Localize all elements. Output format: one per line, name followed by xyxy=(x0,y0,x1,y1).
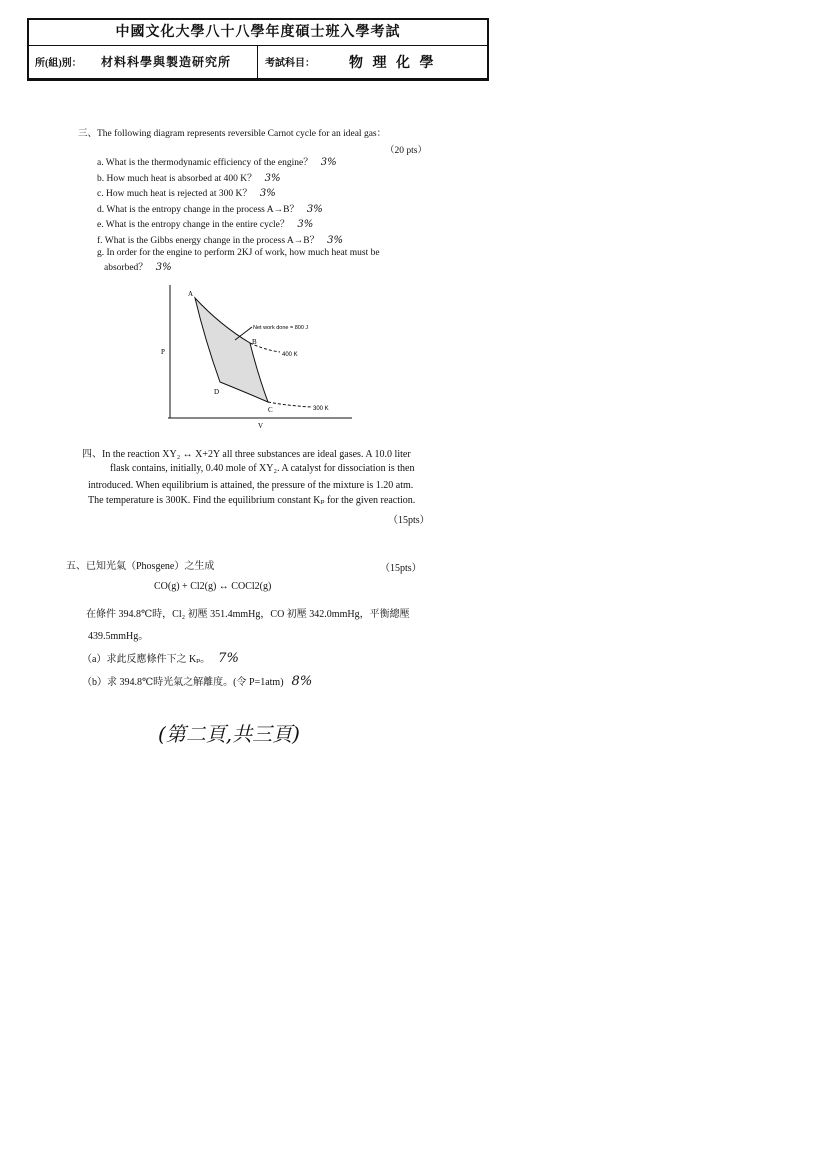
q3-item-g-cont: absorbed？ 3% xyxy=(104,262,172,273)
temp-hot-label: 400 K xyxy=(282,352,298,358)
point-c: C xyxy=(268,406,273,414)
net-work-label: Net work done = 800 J xyxy=(253,325,309,331)
handwritten-mark: 3% xyxy=(320,157,337,168)
q3-item: d. What is the entropy change in the process A→B？ 3% xyxy=(97,203,323,215)
handwritten-mark: 7% xyxy=(218,651,239,666)
q5-equation: CO(g) + Cl2(g) ↔ COCl2(g) xyxy=(154,581,272,592)
p-label: P xyxy=(161,348,165,356)
point-b: B xyxy=(252,338,257,346)
q4-line-1: 四、In the reaction XY₂ ↔ X+2Y all three substances are ideal gases. A 10.0 liter xyxy=(82,449,411,460)
q3-points: （20 pts） xyxy=(385,146,427,156)
q3-item: f. What is the Gibbs energy change in the process A→B？ 3% xyxy=(97,235,343,246)
point-a: A xyxy=(188,290,194,298)
q5-part-b: （b）求 394.8℃時光氣之解離度。(令 P=1atm) 8% xyxy=(82,674,313,689)
point-d: D xyxy=(214,388,220,396)
handwritten-mark: 3% xyxy=(155,262,172,273)
page-number-handwritten: (第二頁,共三頁) xyxy=(158,722,300,746)
v-label: V xyxy=(258,422,264,430)
cycle-path xyxy=(195,298,268,402)
handwritten-mark: 3% xyxy=(297,219,314,231)
handwritten-mark: 3% xyxy=(264,172,281,184)
subject-label: 考試科目： xyxy=(265,58,315,69)
isotherm-300 xyxy=(268,402,312,407)
exam-title: 中國文化大學八十八學年度碩士班入學考試 xyxy=(29,20,487,46)
handwritten-mark: 3% xyxy=(306,203,323,215)
q4-line-3: introduced. When equilibrium is attained, the pressure of the mixture is 1.20 atm. xyxy=(88,480,414,491)
dept-name: 材料科學與製造研究所 xyxy=(101,55,232,69)
handwritten-mark: 3% xyxy=(259,188,276,200)
subject-name: 物 理 化 學 xyxy=(349,56,437,71)
q5-intro: 五、已知光氣（Phosgene）之生成 xyxy=(66,561,215,572)
q3-intro: 三、The following diagram represents reversible Carnot cycle for an ideal gas： xyxy=(78,129,387,139)
q5-line-1: 在條件 394.8℃時，Cl₂ 初壓 351.4mmHg，CO 初壓 342.0mmHg，平衡總壓 xyxy=(86,609,410,620)
handwritten-mark: 8% xyxy=(291,674,313,689)
header-divider xyxy=(257,46,258,78)
handwritten-mark: 3% xyxy=(327,235,343,246)
q3-item: e. What is the entropy change in the entire cycle？ 3% xyxy=(97,219,314,231)
q5-line-2: 439.5mmHg。 xyxy=(88,631,149,642)
q4-line-4: The temperature is 300K. Find the equilibrium constant Kₚ for the given reaction. xyxy=(88,495,416,506)
exam-header xyxy=(27,18,489,81)
q3-item: c. How much heat is rejected at 300 K？ 3% xyxy=(97,188,276,200)
q4-line-2: flask contains, initially, 0.40 mole of XY₂. A catalyst for dissociation is then xyxy=(110,463,415,474)
net-work-pointer xyxy=(235,327,252,340)
q5-part-a: （a）求此反應條件下之 Kₚ。 7% xyxy=(82,651,239,666)
q4-points: （15pts） xyxy=(388,515,430,526)
q3-item: a. What is the thermodynamic efficiency of the engine？ 3% xyxy=(97,157,337,168)
q3-item: b. How much heat is absorbed at 400 K？ 3% xyxy=(97,172,281,184)
temp-cold-label: 300 K xyxy=(313,406,329,412)
q3-item: g. In order for the engine to perform 2KJ of work, how much heat must be xyxy=(97,247,380,258)
dept-label: 所(組)別： xyxy=(35,58,82,69)
carnot-diagram xyxy=(160,280,360,430)
q5-points: （15pts） xyxy=(380,563,422,574)
